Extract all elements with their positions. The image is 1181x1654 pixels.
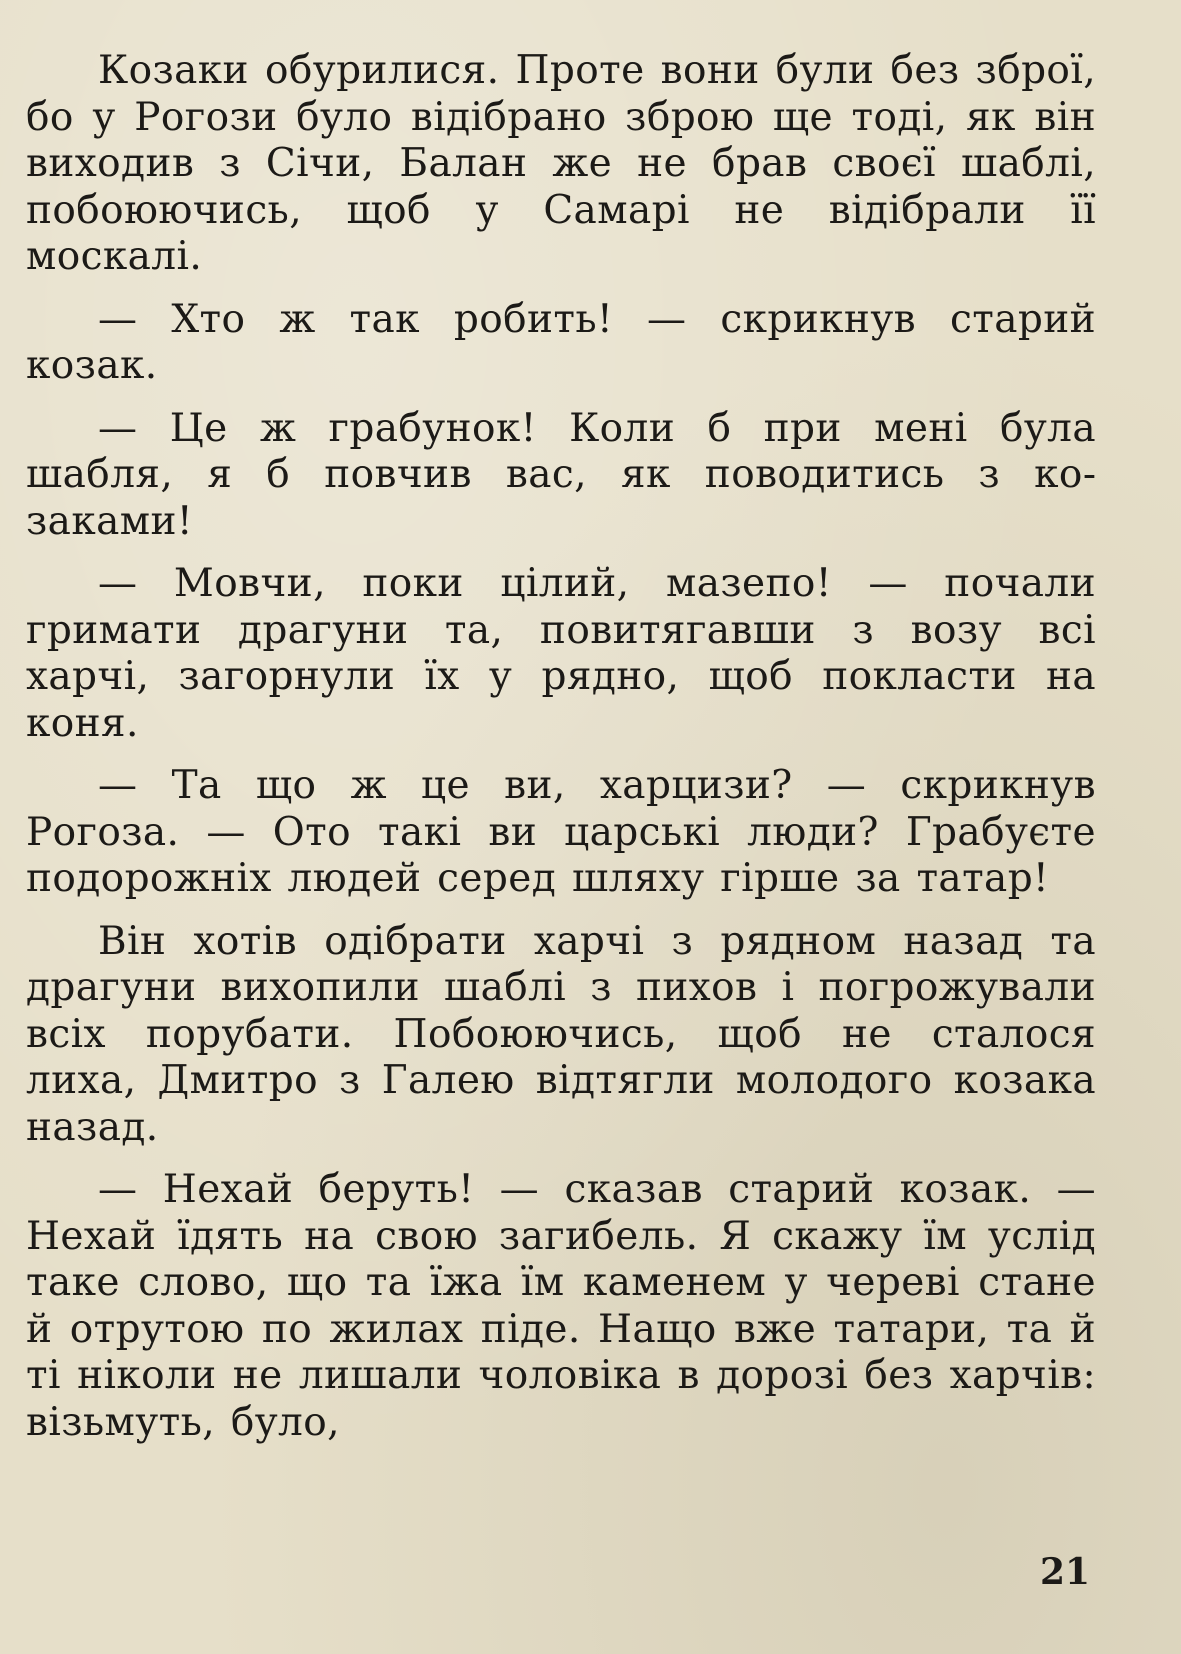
paragraph-6: Він хотів одібрати харчі з рядном назад та драгуни вихопили шаблі з пихов і погрожували всіх порубати. Побоюючись, щоб не сталося лиха, Дмитро з Галею відтягли молодого козака назад. (26, 918, 1096, 1150)
paragraph-5: — Та що ж це ви, харцизи? — скрикнув Рогоза. — Ото такі ви царські люди? Грабуєте подорожніх людей серед шляху гірше за татар! (26, 763, 1096, 901)
body-text (26, 48, 1096, 1446)
paragraph-7: — Нехай беруть! — сказав старий козак. — Нехай їдять на свою загибель. Я скажу їм услід таке слово, що та їжа їм каменем у череві стане й отрутою по жилах піде. Нащо вже татари, та й ті ніколи не лишали чоловіка в дорозі без харчів: візьмуть, було, (26, 1167, 1096, 1445)
paragraph-1: Козаки обурилися. Проте вони були без зброї, бо у Рогози було відібрано зброю ще тоді, як він виходив з Січи, Балан же не брав своєї шаблі, побоюючись, щоб у Самарі не відібрали її москалі. (26, 48, 1096, 279)
page-number: 21 (1040, 1551, 1091, 1593)
paragraph-2: — Хто ж так робить! — скрикнув старий козак. (26, 296, 1096, 388)
paragraph-3: — Це ж грабунок! Коли б при мені була шабля, я б повчив вас, як поводитись з козаками! (26, 405, 1096, 544)
paragraph-4: — Мовчи, поки цілий, мазепо! — почали гримати драгуни та, повитягавши з возу всі харчі, загорнули їх у рядно, щоб покласти на коня. (26, 561, 1096, 746)
